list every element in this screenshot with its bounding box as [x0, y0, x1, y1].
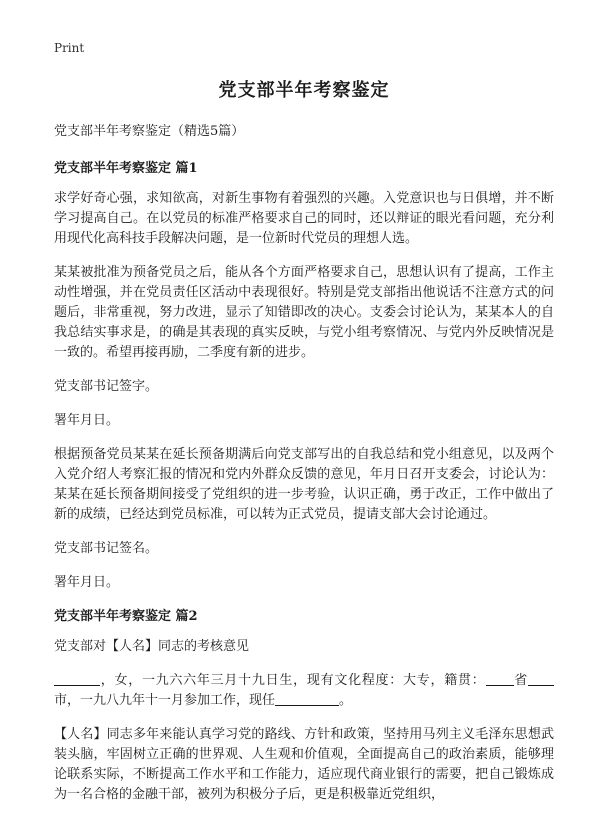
section1-signature-line: 党支部书记签字。 [54, 379, 159, 394]
position-blank [275, 691, 339, 706]
section1-paragraph-2: 某某被批准为预备党员之后，能从各个方面严格要求自己，思想认识有了提高，工作主动性增强，并在党员责任区活动中表现很好。特别是党支部指出他说话不注意方式的问题后，非常重视，努力改进，显示了知错即改的决心。支委会讨论认为，某某本人的自我总结实事求是，的确是其表现的真实反映，与党小组考察情况、与党内外反映情况是一致的。希望再接再励，二季度有新的进步。 [54, 265, 554, 360]
province-blank [486, 671, 514, 686]
section1-date-line-2: 署年月日。 [54, 575, 120, 590]
document-subtitle: 党支部半年考察鉴定（精选5篇） [54, 124, 245, 139]
section1-signature-line-2: 党支部书记签名。 [54, 541, 159, 556]
section-heading-1: 党支部半年考察鉴定 篇1 [54, 161, 198, 176]
name-blank [54, 671, 100, 686]
section1-date-line: 署年月日。 [54, 413, 120, 428]
section2-p2-text-d: 。 [339, 693, 353, 708]
section2-paragraph-3: 【人名】同志多年来能认真学习党的路线、方针和政策，坚持用马列主义毛泽东思想武装头脑，牢固树立正确的世界观、人生观和价值观，全面提高自己的政治素质，能够理论联系实际，不断提高工作水平和工作能力，适应现代商业银行的需要，把自己锻炼成为一名合格的金融干部，被列为积极分子后，更是积极靠近党组织， [54, 727, 554, 802]
section2-p2-text-a: ，女，一九六六年三月十九日生，现有文化程度：大专，籍贯： [100, 673, 486, 688]
section2-paragraph-1: 党支部对【人名】同志的考核意见 [54, 639, 250, 654]
print-link[interactable]: Print [54, 41, 85, 55]
section1-paragraph-5: 根据预备党员某某在延长预备期满后向党支部写出的自我总结和党小组意见，以及两个入党介绍人考察汇报的情况和党内外群众反馈的意见，年月日召开支委会，讨论认为：某某在延长预备期间接受了党组织的进一步考验，认识正确，勇于改正，工作中做出了新的成绩，已经达到党员标准，可以转为正式党员，提请支部大会讨论通过。 [54, 447, 554, 522]
section-heading-2: 党支部半年考察鉴定 篇2 [54, 609, 198, 624]
city-blank [528, 671, 554, 686]
page-title: 党支部半年考察鉴定 [218, 80, 390, 101]
section2-p2-text-b: 省 [513, 673, 528, 688]
section2-paragraph-2 [54, 671, 554, 711]
section1-paragraph-1: 求学好奇心强，求知欲高，对新生事物有着强烈的兴趣。入党意识也与日俱增，并不断学习提高自己。在以党员的标准严格要求自己的同时，还以辩证的眼光看问题，充分利用现代化高科技手段解决问题，是一位新时代党员的理想人选。 [54, 191, 554, 246]
section2-p2-text-c: 市，一九八九年十一月参加工作，现任 [54, 693, 276, 708]
